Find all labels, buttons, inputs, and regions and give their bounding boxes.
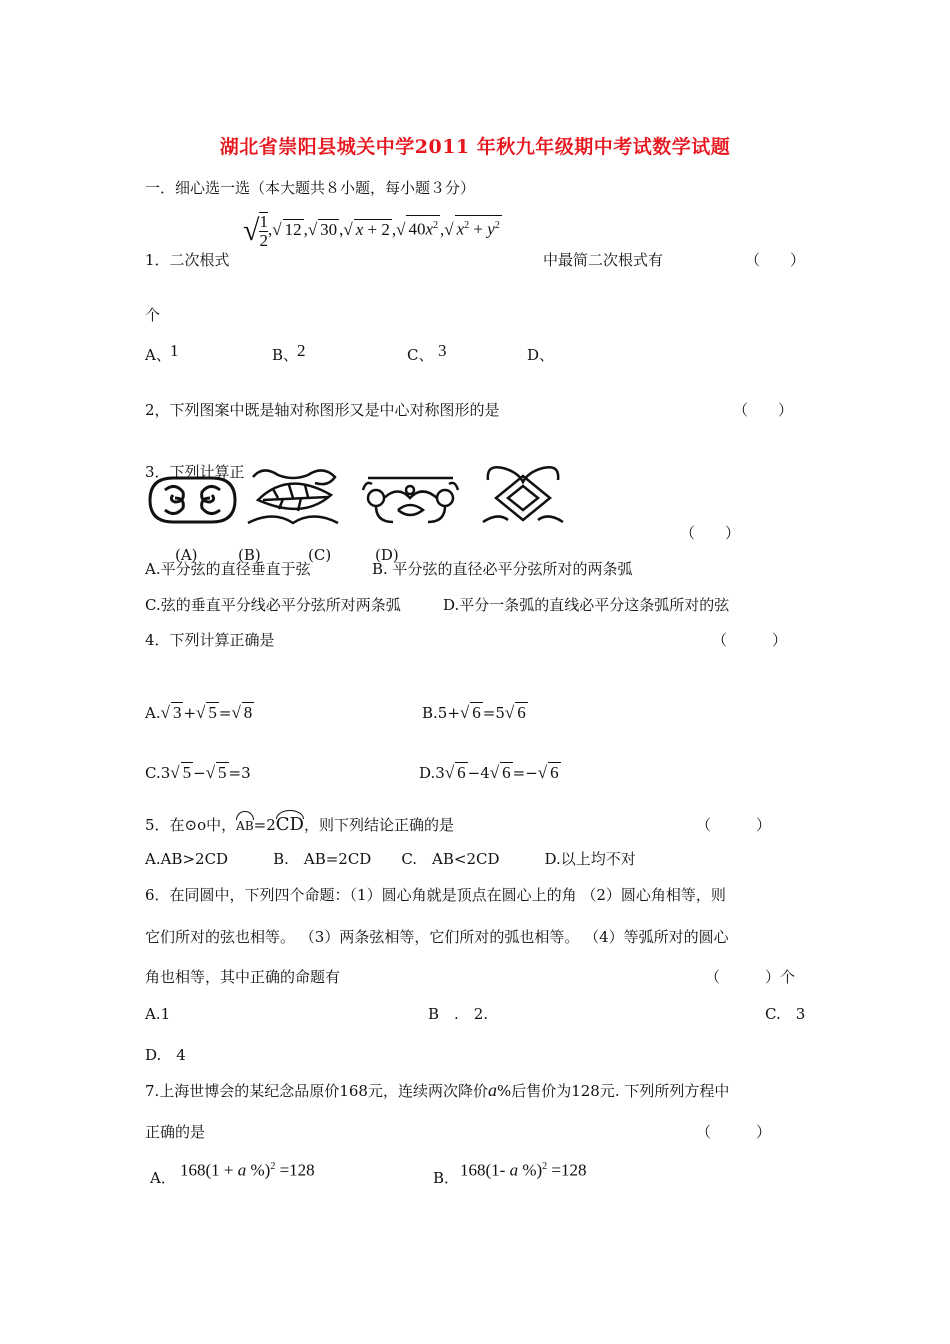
pattern-a-label: (A) (175, 546, 198, 564)
pattern-c-icon (358, 470, 463, 530)
q6-option-c: C. 3 (765, 1005, 806, 1023)
q4-option-c: C.3√ 5 −√ 5 =3 (145, 763, 251, 782)
q4-paren: （ ） (712, 631, 788, 649)
q7-line-2: 正确的是 (145, 1123, 206, 1141)
q5-paren: （ ） (696, 816, 772, 834)
q6-line-1: 6．在同圆中，下列四个命题：（1）圆心角就是顶点在圆心上的角 （2）圆心角相等，则 (145, 886, 726, 904)
pattern-b-label: (B) (238, 546, 261, 564)
q3-option-b: B. 平分弦的直径必平分弦所对的两条弧 (372, 560, 633, 578)
q3-option-d: D.平分一条弧的直线必平分这条弧所对的弦 (443, 596, 730, 614)
q2-paren: （ ） (733, 401, 794, 419)
q4-option-b: B.5+√ 6 =5√ 6 (422, 703, 526, 722)
q6-line-2: 它们所对的弦也相等。 （3）两条弦相等，它们所对的弧也相等。 （4）等弧所对的圆心 (145, 928, 729, 946)
q1-suffix: 中最简二次根式有 (543, 251, 664, 269)
q2-text: 2，下列图案中既是轴对称图形又是中心对称图形的是 (145, 401, 500, 419)
q6-line-3: 角也相等，其中正确的命题有 (145, 968, 341, 986)
q3-text: 3．下列计算正 (145, 463, 245, 481)
q1-option-b-value: 2 (297, 341, 306, 360)
pattern-b-icon (243, 465, 343, 530)
pattern-d-label: (D) (375, 546, 399, 564)
q3-option-a: A.平分弦的直径垂直于弦 (145, 560, 311, 578)
q1-option-c-label: C、 (407, 346, 434, 364)
q7-option-a-label: A． (150, 1169, 176, 1187)
page-title: 湖北省崇阳县城关中学2011 年秋九年级期中考试数学试题 (219, 136, 731, 158)
q4-text: 4．下列计算正确是 (145, 631, 275, 649)
q6-option-d: D. 4 (145, 1046, 186, 1064)
q1-prefix: 1．二次根式 (145, 251, 230, 269)
q7-line-1: 7.上海世博会的某纪念品原价168元，连续两次降价a%后售价为128元. 下列所列方程中 (145, 1080, 730, 1100)
q7-paren: （ ） (696, 1123, 772, 1141)
q7-option-a-expr: 168(1 + a %)$^2$ =128 (180, 1160, 315, 1180)
q7-option-b-label: B． (433, 1169, 460, 1187)
q5-options: A.AB>2CD B. AB=2CD C. AB<2CD D.以上均不对 (145, 850, 636, 868)
q4-option-a: A.√ 3 +√ 5 =√ 8 (145, 703, 253, 722)
q6-paren: （ ）个 (705, 968, 796, 986)
q1-option-d-label: D、 (527, 346, 555, 364)
q1-option-c-value: 3 (438, 341, 447, 360)
q3-paren: （ ） (680, 524, 741, 542)
q5-text: 5．在⊙o中，AB=2CD，则下列结论正确的是 (145, 814, 454, 835)
q1-option-a-value: 1 (170, 341, 179, 360)
section-heading: 一．细心选一选（本大题共８小题，每小题３分） (145, 179, 476, 197)
q1-tail: 个 (145, 306, 161, 324)
q1-option-a-label: A、 (145, 346, 171, 364)
pattern-a-icon (145, 470, 240, 530)
q1-option-b-label: B、 (272, 346, 299, 364)
pattern-d-icon (478, 462, 568, 528)
q1-paren: （ ） (745, 251, 806, 269)
q6-option-a: A.1 (145, 1005, 171, 1023)
q4-option-d: D.3√ 6 −4√ 6 =−√ 6 (419, 763, 559, 782)
q6-option-b: B . 2. (428, 1005, 489, 1023)
q1-radicals: √ $\frac{1}{2}$ ,√ 12 ,√ 30 ,√ x + 2 ,√ $40x^2$ ,√ $x^2 + y^2$ (243, 212, 500, 250)
q7-option-b-expr: 168(1- a %)$^2$ =128 (460, 1160, 587, 1180)
q3-option-c: C.弦的垂直平分线必平分弦所对两条弧 (145, 596, 401, 614)
pattern-c-label: (C) (308, 546, 332, 564)
